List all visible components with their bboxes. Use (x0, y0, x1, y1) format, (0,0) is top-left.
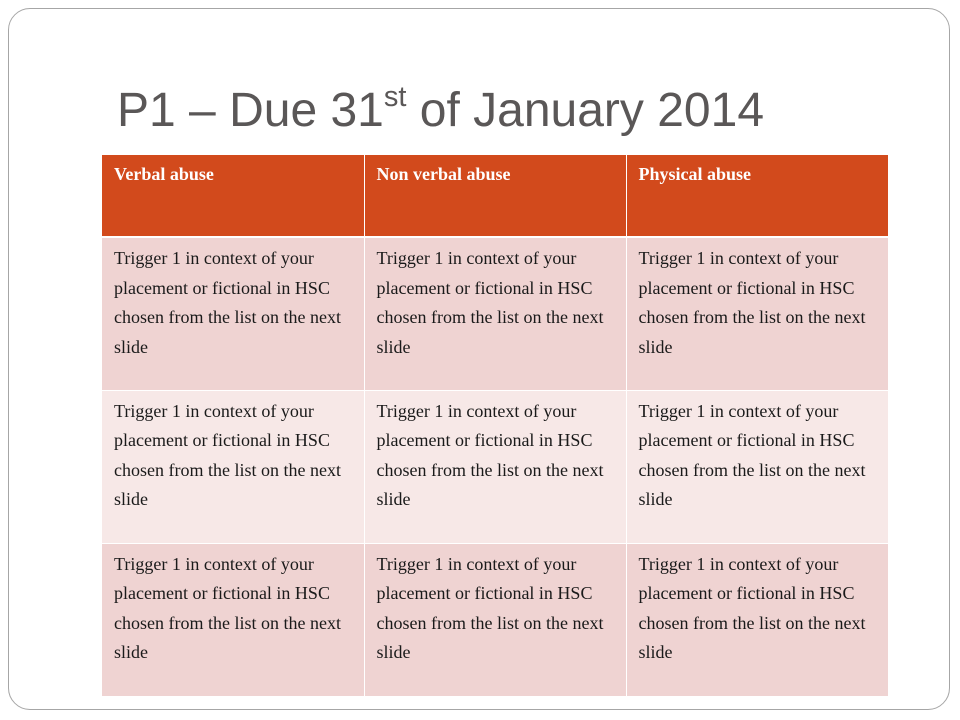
table-row (102, 237, 888, 390)
table-row (102, 543, 888, 696)
table-cell: Trigger 1 in context of your placement or fictional in HSC chosen from the list on the next slide (102, 543, 364, 696)
table-cell: Trigger 1 in context of your placement or fictional in HSC chosen from the list on the next slide (364, 237, 626, 390)
table-cell: Trigger 1 in context of your placement or fictional in HSC chosen from the list on the next slide (364, 390, 626, 543)
table-cell: Trigger 1 in context of your placement or fictional in HSC chosen from the list on the next slide (626, 543, 888, 696)
header-verbal-abuse: Verbal abuse (102, 155, 364, 237)
table-header-row (102, 155, 888, 237)
assignment-table (102, 155, 888, 697)
table-cell: Trigger 1 in context of your placement or fictional in HSC chosen from the list on the next slide (102, 390, 364, 543)
header-physical-abuse: Physical abuse (626, 155, 888, 237)
table-cell: Trigger 1 in context of your placement or fictional in HSC chosen from the list on the next slide (102, 237, 364, 390)
title-end: of January 2014 (406, 84, 765, 137)
assignment-table-wrapper (102, 155, 888, 697)
title-superscript: st (383, 81, 407, 113)
table-row (102, 390, 888, 543)
table-cell: Trigger 1 in context of your placement or fictional in HSC chosen from the list on the next slide (626, 237, 888, 390)
table-cell: Trigger 1 in context of your placement or fictional in HSC chosen from the list on the next slide (626, 390, 888, 543)
table-cell: Trigger 1 in context of your placement or fictional in HSC chosen from the list on the next slide (364, 543, 626, 696)
header-non-verbal-abuse: Non verbal abuse (364, 155, 626, 237)
slide-title (117, 81, 765, 138)
title-main: P1 – Due 31 (117, 84, 384, 137)
